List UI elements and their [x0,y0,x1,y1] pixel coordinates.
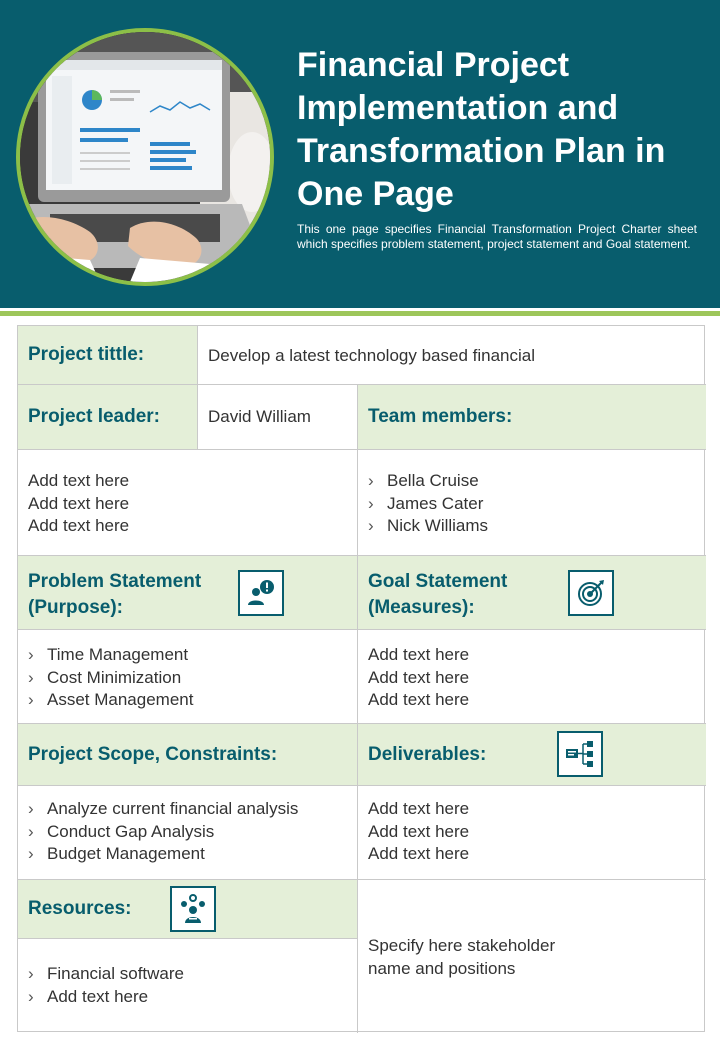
project-scope-list-cell [18,786,358,880]
project-leader-value: David William [208,407,311,426]
deliverable-line: Add text here [368,821,470,841]
problem-statement-label: Problem Statement (Purpose): [28,571,202,618]
goal-statement-label-cell [358,556,706,630]
deliverable-line: Add text here [368,844,470,863]
team-members-list-cell [358,450,706,556]
project-scope-label: Project Scope, Constraints: [28,743,278,765]
deliverable-line: Add text here [368,799,470,818]
goal-statement-label: Goal Statement (Measures): [368,571,508,618]
list-item: › Cost Minimization [28,667,347,690]
project-title-label: Project tittle: [28,344,145,365]
team-members-label-cell [358,385,706,450]
project-title-value-cell [198,326,706,385]
goal-line: Add text here [368,667,470,687]
stakeholders-cell [358,880,706,1033]
team-members-list [368,470,696,538]
project-scope-label-cell [18,724,358,786]
resources-label: Resources: [28,898,132,919]
project-title-value: Develop a latest technology based financial [208,345,535,365]
list-item: › Financial software [28,963,347,986]
team-gear-icon [170,886,216,932]
leader-notes-cell [18,450,358,556]
team-members-label: Team members: [368,406,513,427]
project-leader-label: Project leader: [28,406,160,427]
list-item: › Analyze current financial analysis [28,798,347,821]
project-scope-list [28,798,347,866]
problem-statement-label-cell [18,556,358,630]
deliverables-label: Deliverables: [368,743,487,765]
header-banner [0,0,720,308]
goal-statement-lines-cell [358,630,706,724]
goal-line: Add text here [368,690,470,709]
deliverables-lines-cell [358,786,706,880]
accent-divider [0,308,720,316]
leader-note-line: Add text here [28,493,130,513]
list-item: › Time Management [28,644,347,667]
flowchart-icon [557,731,603,777]
project-title-label-cell [18,326,198,385]
list-item: › Nick Williams [368,515,696,538]
person-alert-icon [238,570,284,616]
goal-line: Add text here [368,645,470,664]
stakeholders-value: Specify here stakeholder name and positions [368,935,556,978]
project-leader-label-cell [18,385,198,450]
list-item: › Budget Management [28,843,347,866]
project-leader-value-cell [198,385,358,450]
problem-statement-list [28,644,347,712]
list-item: › James Cater [368,493,696,516]
page-title: Financial Project Implementation and Transformation Plan in One Page [297,46,666,213]
list-item: › Asset Management [28,689,347,712]
laptop-photo [16,28,274,286]
resources-label-cell [18,880,358,939]
page-subtitle: This one page specifies Financial Transformation Project Charter sheet which specifies problem statement, project statement and Goal statement. [297,222,697,251]
list-item: › Bella Cruise [368,470,696,493]
deliverables-label-cell [358,724,706,786]
project-charter-table [17,325,705,1032]
list-item: › Conduct Gap Analysis [28,821,347,844]
leader-note-line: Add text here [28,471,130,490]
resources-list [28,963,347,1008]
problem-statement-list-cell [18,630,358,724]
target-icon [568,570,614,616]
list-item: › Add text here [28,986,347,1009]
resources-list-cell [18,939,358,1033]
leader-note-line: Add text here [28,516,130,535]
